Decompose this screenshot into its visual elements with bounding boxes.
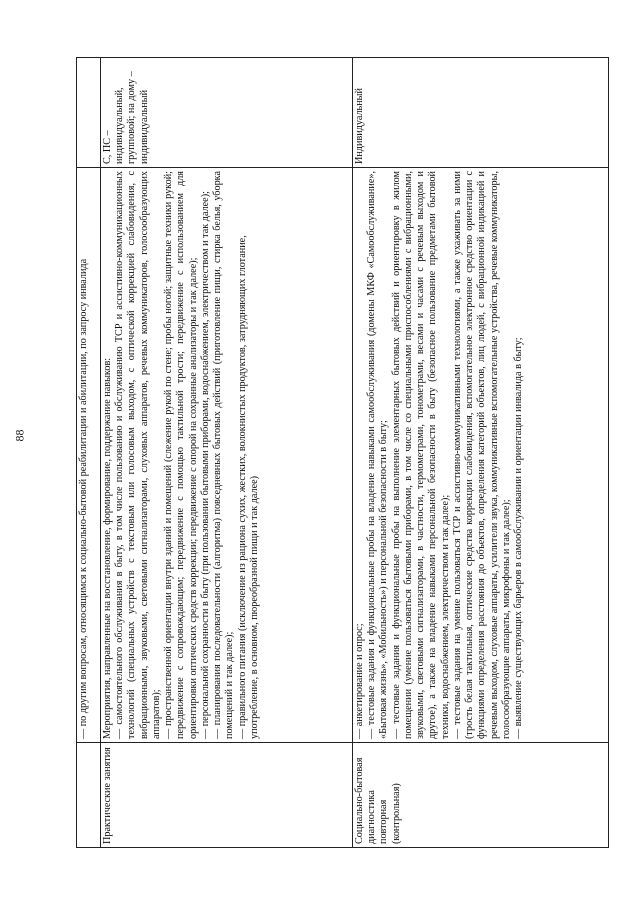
row-name-cell: Социально-бытовая диагностика повторная (контрольная) bbox=[353, 743, 609, 848]
content-line: Мероприятия, направленные на восстановление, формирование, поддержание навыков: bbox=[102, 357, 113, 739]
row-name-cell: Практические занятия bbox=[101, 743, 353, 848]
content-line: — персональной сохранности в быту (при пользовании бытовыми приборами, водоснабжением, электричеством и так далее); bbox=[199, 191, 211, 739]
rehabilitation-table bbox=[76, 57, 609, 848]
row-name-cell bbox=[77, 743, 101, 848]
page-number: 88 bbox=[12, 429, 27, 442]
row-content-cell bbox=[77, 168, 101, 743]
content-line: — пространственной ориентации внутри зданий и помещений (слежение рукой по стене; пробы ногой; защитные техники рукой; передвижение с сопровождающим; передвижение с помощью тактильной трости; передвижение с использованием для ориентировки оптических средств коррекции; передвижение с опорой на сохранные анализаторы и так далее); bbox=[163, 171, 199, 739]
content-line: — анкетирование и опрос; bbox=[354, 623, 365, 739]
row-form-cell: Индивидуальный bbox=[353, 58, 609, 168]
content-line: — тестовые задания на умение пользоваться ТСР и ассистивно-коммуникативными технологиями, а также ухаживать за ними (трость белая тактильная, оптические средства коррекции слабовидения, вспомогательное электронное средство ориентации с функциями определения расстояния до объектов, определения категорий объектов, лиц людей, с вибрационной индикацией и речевым выходом, слуховые аппараты, усилители звука, коммуникативные вспомогательные устройства, речевые коммуникаторы, голосообразующие аппараты, микрофоны и так далее); bbox=[451, 171, 512, 739]
table-row bbox=[77, 58, 101, 848]
rotated-table-container bbox=[76, 58, 608, 848]
content-line: — планирования последовательности (алгоритма) повседневных бытовых действий (приготовление пищи, стирка белья, уборка помещений и так далее); bbox=[212, 171, 236, 739]
content-line: — правильного питания (исключение из рациона сухих, жестких, волокнистых продуктов, затрудняющих глотание, употребление, в основном, пюреобразной пищи и так далее) bbox=[236, 235, 260, 739]
row-content-cell bbox=[353, 168, 609, 743]
content-line: — тестовые задания и функциональные пробы на владение навыками самообслуживания (домены МКФ «Самообслуживание», «Бытовая жизнь», «Мобильность») и персональной безопасности в быту; bbox=[366, 171, 390, 739]
row-form-cell bbox=[77, 58, 101, 168]
row-content-cell bbox=[101, 168, 353, 743]
content-line: — самостоятельного обслуживания в быту, в том числе пользованию и обслуживанию ТСР и ассистивно-коммуникационных технологий (специальных устройств с текстовым или голосовым выходом, с оптической коррекцией слабовидения, с вибрационными, звуковыми, световыми сигнализаторами, слуховых аппаратов, речевых коммуникаторов, голосообразующих аппаратов); bbox=[114, 171, 162, 739]
table-row bbox=[101, 58, 353, 848]
content-line: — по другим вопросам, относящимся к социально-бытовой реабилитации и абилитации, по запросу инвалида bbox=[78, 258, 89, 739]
table-row bbox=[353, 58, 609, 848]
row-form-cell: С, ПС – индивидуальный, групповой; на дому – индивидуальный bbox=[101, 58, 353, 168]
content-line: — тестовые задания и функциональные пробы на выполнение элементарных бытовых действий и ориентировку в жилом помещении (умение пользоваться бытовыми приборами, в том числе со специальными приспособлениями с вибрационными, звуковыми, световыми сигнализаторами, в частности, термометрами, тонометрами, весами и часами с речевым выходом и другое), а также на владение навыками персональной безопасности в быту (безопасное пользование предметами бытовой техники, водоснабжением, электричеством и так далее); bbox=[390, 171, 451, 739]
rotated-table-frame bbox=[76, 58, 608, 848]
content-line: — выявление существующих барьеров в самообслуживании и ориентации инвалида в быту; bbox=[513, 337, 525, 739]
